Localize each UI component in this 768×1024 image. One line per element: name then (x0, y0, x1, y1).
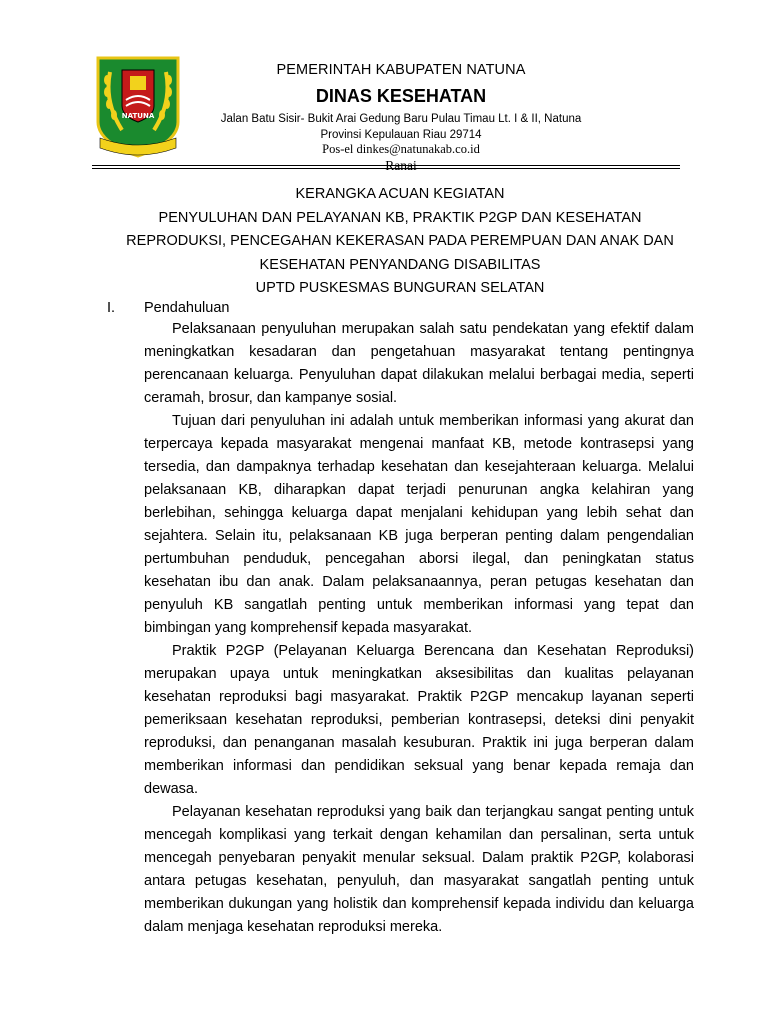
section-title: Pendahuluan (144, 300, 230, 316)
email-line: Pos-el dinkes@natunakab.co.id (322, 142, 480, 156)
address-line-1: Jalan Batu Sisir- Bukit Arai Gedung Baru Pulau Timau Lt. I & II, Natuna (220, 113, 582, 125)
title-line-5: UPTD PUSKESMAS BUNGURAN SELATAN (255, 280, 545, 296)
svg-text:NATUNA: NATUNA (121, 112, 155, 120)
section-body (144, 318, 694, 939)
paragraph: Praktik P2GP (Pelayanan Keluarga Berencana dan Kesehatan Reproduksi) merupakan upaya untuk meningkatkan aksesibilitas dan kualitas pelayanan kesehatan reproduksi bagi masyarakat. Praktik P2GP mencakup layanan seperti pemeriksaan kesehatan reproduksi, pemberian kontrasepsi, deteksi dini penyakit reproduksi, dan penanganan masalah kesuburan. Praktik ini juga berperan dalam memberikan informasi dan pendidikan seksual yang benar kepada remaja dan dewasa. (144, 643, 694, 797)
title-line-2: PENYULUHAN DAN PELAYANAN KB, PRAKTIK P2GP DAN KESEHATAN (158, 209, 642, 226)
letterhead (190, 60, 612, 174)
paragraph: Pelayanan kesehatan reproduksi yang baik dan terjangkau sangat penting untuk mencegah komplikasi yang terkait dengan kehamilan dan persalinan, serta untuk mencegah penyebaran penyakit menular seksual. Dalam praktik P2GP, kolaborasi antara petugas kesehatan, penyuluh, dan masyarakat sangatlah penting untuk memberikan dukungan yang holistik dan komprehensif kepada individu dan keluarga dalam menjaga kesehatan reproduksi mereka. (144, 804, 694, 935)
letterhead-rule-thin (92, 168, 680, 169)
paragraph: Tujuan dari penyuluhan ini adalah untuk memberikan informasi yang akurat dan terpercaya kepada masyarakat mengenai manfaat KB, metode kontrasepsi yang tersedia, dan dampaknya terhadap kesehatan dan kesejahteraan keluarga. Melalui pelaksanaan KB, diharapkan dapat terjadi penurunan angka kelahiran yang berlebihan, sehingga keluarga dapat menjalani kehidupan yang lebih sehat dan sejahtera. Selain itu, pelaksanaan KB juga berperan penting dalam pengendalian pertumbuhan penduduk, pencegahan aborsi ilegal, dan peningkatan status kesehatan ibu dan anak. Dalam pelaksanaannya, peran petugas kesehatan dan penyuluh KB sangatlah penting untuk memberikan informasi yang tepat dan bimbingan yang komprehensif kepada masyarakat. (144, 413, 694, 636)
regency-logo (92, 52, 184, 162)
department-name: DINAS KESEHATAN (315, 86, 487, 106)
section-number: I. (107, 300, 116, 316)
government-name: PEMERINTAH KABUPATEN NATUNA (276, 62, 526, 78)
address-line-2: Provinsi Kepulauan Riau 29714 (320, 129, 482, 141)
city-name: Ranai (385, 158, 417, 173)
title-line-4: KESEHATAN PENYANDANG DISABILITAS (259, 256, 541, 273)
title-line-3: REPRODUKSI, PENCEGAHAN KEKERASAN PADA PEREMPUAN DAN ANAK DAN (126, 233, 674, 249)
title-line-1: KERANGKA ACUAN KEGIATAN (295, 186, 505, 202)
letterhead-rule (92, 165, 680, 166)
paragraph: Pelaksanaan penyuluhan merupakan salah satu pendekatan yang efektif dalam meningkatkan kesadaran dan pengetahuan masyarakat tentang pentingnya perencanaan keluarga. Penyuluhan dapat dilakukan melalui berbagai media, seperti ceramah, brosur, dan kampanye sosial. (144, 321, 694, 406)
document-title-block (100, 183, 700, 301)
